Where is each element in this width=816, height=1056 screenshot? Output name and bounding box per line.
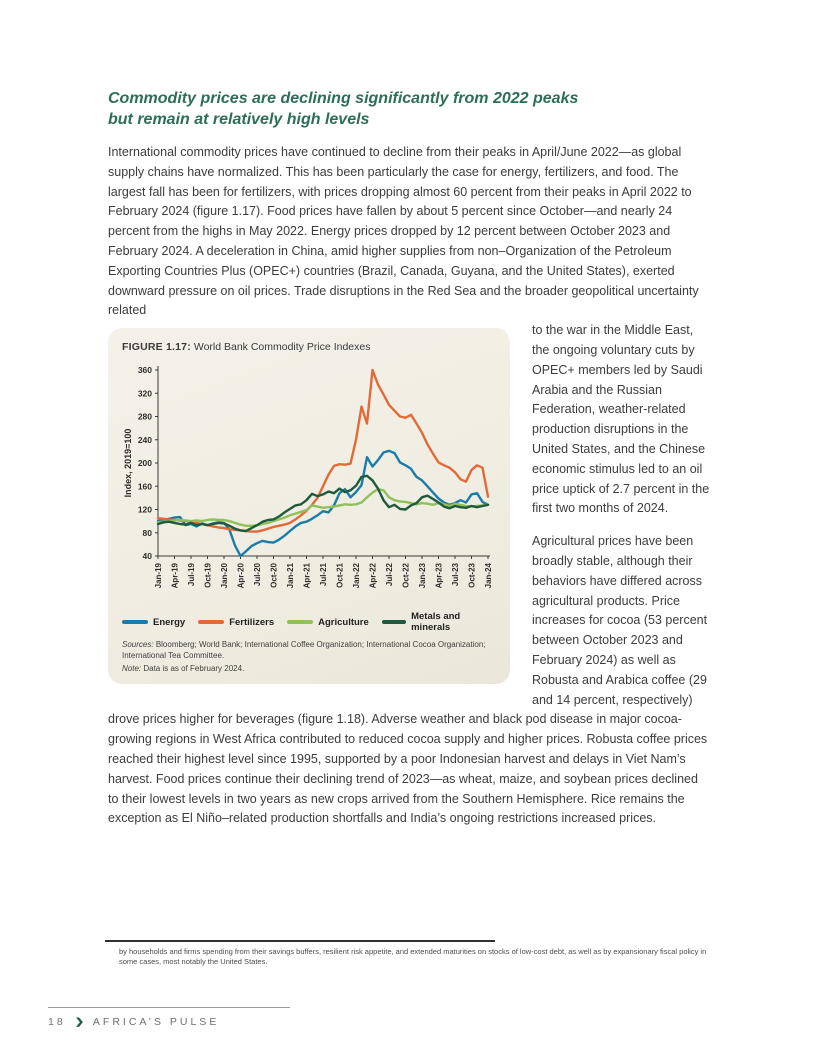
legend-swatch [198, 620, 224, 624]
paragraph-intro-continued: to the war in the Middle East, the ongoing voluntary cuts by OPEC+ members led by Saudi Arabia and the Russian Federation, weather-related production disruptions in the United States, and the Chinese economic stimulus led to an oil price uptick of 2.7 percent in the first two months of 2024. [532, 323, 710, 516]
section-heading-line1: Commodity prices are declining significantly from 2022 peaks [108, 90, 579, 107]
svg-text:Oct-23: Oct-23 [467, 563, 477, 589]
figure-sources [122, 640, 496, 661]
svg-text:Jul-21: Jul-21 [319, 563, 328, 587]
paragraph-intro: International commodity prices have continued to decline from their peaks in April/June 2022—as global supply chains have normalized. This has been particularly the case for energy, fertilizers, and food. The largest fall has been for fertilizers, with prices dropping almost 60 percent from their peaks in April 2022 to February 2024 (figure 1.17). Food prices have fallen by about 5 percent since October—and nearly 24 percent from the highs in May 2022. Energy prices dropped by 12 percent between October 2023 and February 2024. A deceleration in China, amid higher supplies from non–Organization of the Petroleum Exporting Countries Plus (OPEC+) countries (Brazil, Canada, Guyana, and the United States), exerted downward pressure on oil prices. Trade disruptions in the Red Sea and the broader geopolitical uncertainty related [108, 145, 699, 318]
section-heading-line2: but remain at relatively high levels [108, 111, 370, 128]
svg-text:Jan-22: Jan-22 [352, 563, 361, 589]
legend-item-agriculture [287, 617, 369, 628]
legend-label: Fertilizers [229, 616, 275, 628]
commodity-price-chart [122, 360, 496, 611]
svg-text:80: 80 [142, 527, 152, 538]
legend-label: Energy [153, 616, 186, 628]
legend-swatch [287, 620, 313, 624]
svg-text:320: 320 [137, 388, 152, 399]
svg-text:Apr-20: Apr-20 [236, 563, 246, 589]
figure-text-wrap-zone [108, 321, 710, 829]
page-footer [48, 1007, 290, 1028]
svg-text:Apr-22: Apr-22 [368, 563, 378, 589]
footnote [105, 940, 707, 967]
footnote-rule [105, 940, 495, 942]
paragraph-agriculture: Agricultural prices have been broadly stable, although their behaviors have differed across agricultural products. Price increases for cocoa (53 percent between October 2023 and February 2024) as well as Robusta and Arabica coffee (29 and 14 percent, respectively) drove prices higher for beverages (figure 1.18). Adverse weather and black pod disease in major cocoa-growing regions in West Africa contributed to reduced cocoa supply and higher prices. Robusta coffee prices reached their highest level since 1995, supported by a poor Indonesian harvest and delays in Viet Nam’s harvest. Food prices continue their declining trend of 2023—as wheat, maize, and soybean prices declined to their lowest levels in two years as new crops arrived from the Southern Hemisphere. Rice remains the exception as El Niño–related production shortfalls and India’s ongoing restrictions increased prices. [108, 534, 708, 826]
svg-text:Index, 2019=100: Index, 2019=100 [123, 428, 133, 498]
legend-swatch [122, 620, 148, 624]
svg-text:Jul-22: Jul-22 [385, 563, 394, 587]
figure-caption [122, 341, 496, 354]
sources-label: Sources: [122, 640, 154, 650]
svg-text:Oct-20: Oct-20 [269, 563, 279, 589]
arrow-icon: ❯ [74, 1017, 84, 1027]
svg-text:Jul-20: Jul-20 [253, 563, 262, 587]
page-number: 18 [48, 1015, 66, 1028]
svg-text:120: 120 [137, 504, 152, 515]
main-column [108, 88, 710, 829]
chart-canvas [122, 360, 496, 606]
svg-text:Jan-20: Jan-20 [220, 563, 229, 589]
svg-text:40: 40 [142, 551, 152, 562]
figure-title: World Bank Commodity Price Indexes [193, 341, 371, 354]
footnote-text: by households and firms spending from their savings buffers, resilient risk appetite, and extended maturities on stocks of low-cost debt, as well as by expansionary fiscal policy in some cases, most notably the United States. [119, 947, 707, 966]
legend-label: Agriculture [318, 616, 369, 628]
figure-label: FIGURE 1.17: [122, 341, 191, 354]
svg-text:200: 200 [137, 458, 152, 469]
svg-text:Jul-19: Jul-19 [187, 563, 196, 587]
note-text: Data is as of February 2024. [143, 664, 245, 674]
legend-item-metals-and-minerals [382, 611, 496, 633]
legend-swatch [382, 620, 406, 624]
figure-note [122, 664, 496, 675]
svg-text:Apr-19: Apr-19 [170, 563, 180, 589]
svg-text:280: 280 [137, 411, 152, 422]
legend-item-fertilizers [198, 617, 274, 628]
section-heading [108, 88, 710, 130]
footer-line [48, 1015, 290, 1028]
legend-item-energy [122, 617, 185, 628]
svg-text:Jan-21: Jan-21 [286, 563, 295, 589]
svg-text:240: 240 [137, 434, 152, 445]
svg-text:Apr-21: Apr-21 [302, 563, 312, 589]
svg-text:360: 360 [137, 365, 152, 376]
figure-1-17 [108, 328, 510, 684]
sources-text: Bloomberg; World Bank; International Coffee Organization; International Cocoa Organization; International Tea Committee. [122, 640, 486, 660]
svg-text:Oct-21: Oct-21 [335, 563, 345, 589]
figure-notes [122, 640, 496, 675]
svg-text:Oct-22: Oct-22 [401, 563, 411, 589]
footer-rule [48, 1007, 290, 1008]
svg-text:Jul-23: Jul-23 [451, 563, 460, 587]
svg-text:160: 160 [137, 481, 152, 492]
svg-text:Jan-23: Jan-23 [418, 563, 427, 589]
note-label: Note: [122, 664, 142, 674]
svg-text:Oct-19: Oct-19 [203, 563, 213, 589]
legend-label: Metals and minerals [411, 611, 461, 634]
svg-text:Jan-19: Jan-19 [154, 563, 163, 589]
svg-text:Apr-23: Apr-23 [434, 563, 444, 589]
svg-text:Jan-24: Jan-24 [484, 563, 493, 589]
report-title: AFRICA’S PULSE [92, 1015, 220, 1028]
chart-legend [122, 611, 496, 633]
